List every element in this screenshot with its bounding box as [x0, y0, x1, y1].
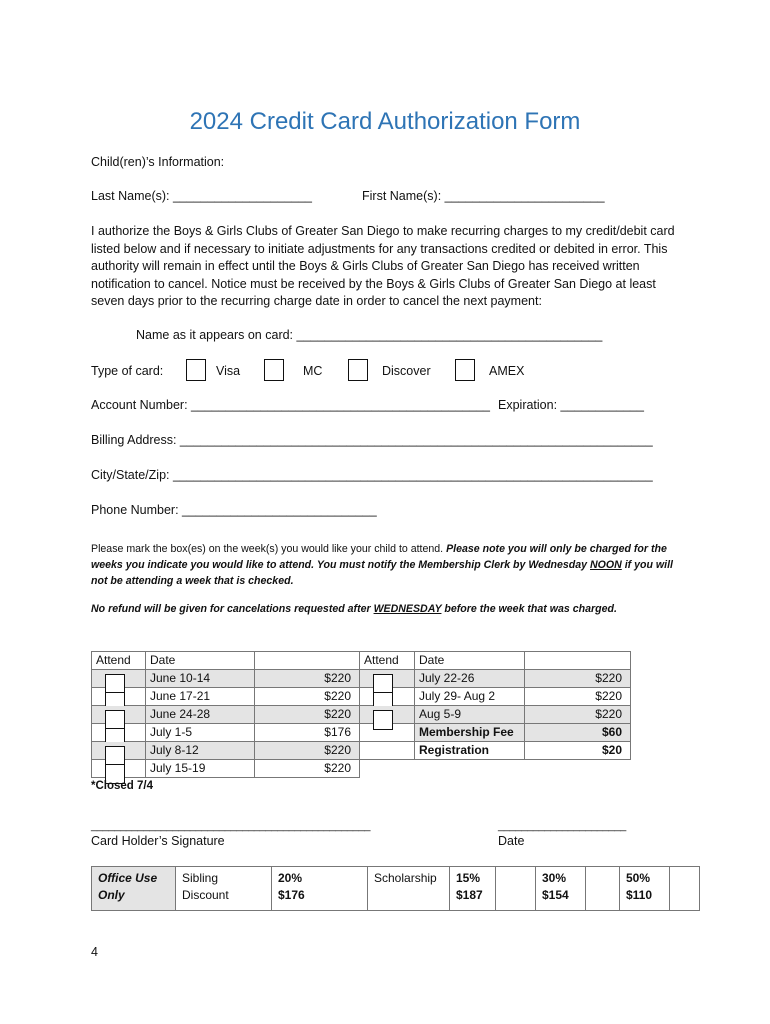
page-number: 4 [91, 945, 98, 959]
discover-label: Discover [382, 364, 431, 378]
sibling-discount-cell [176, 867, 272, 911]
s2-amt: $154 [542, 888, 569, 902]
s1-amt: $187 [456, 888, 483, 902]
form-title: 2024 Credit Card Authorization Form [189, 108, 581, 135]
scholarship-30-cell [536, 867, 586, 911]
name-on-card-field[interactable]: Name as it appears on card: ____________________________________________ [136, 328, 603, 342]
date-line[interactable]: ______________________ [498, 820, 626, 832]
week-date: June 17-21 [146, 688, 255, 706]
date-header: Date [146, 652, 255, 670]
no-refund-note [91, 603, 617, 615]
week-price: $220 [525, 706, 631, 724]
s3-amt: $110 [626, 888, 653, 902]
sibling-amt: $176 [278, 888, 305, 902]
table-row [92, 688, 631, 706]
signature-line[interactable]: ________________________________________________ [91, 820, 371, 832]
sibling-value-cell [272, 867, 368, 911]
expiration-field[interactable]: Expiration: ____________ [498, 398, 644, 412]
office-use-row [92, 867, 700, 911]
table-row [92, 724, 631, 742]
table-row [92, 670, 631, 688]
account-number-field[interactable]: Account Number: ___________________________________________ [91, 398, 490, 412]
week-price: $220 [525, 670, 631, 688]
attend-header: Attend [92, 652, 146, 670]
table-row [92, 742, 631, 760]
no-refund-after: before the week that was charged. [441, 603, 617, 615]
instructions-bold-2: if you will not be attending a week that is checked. [91, 559, 673, 587]
discover-checkbox[interactable] [348, 359, 368, 381]
billing-address-field[interactable]: Billing Address: ____________________________________________________________________ [91, 433, 653, 447]
office-use-table [91, 866, 700, 911]
weeks-table [91, 651, 631, 778]
s2-pct: 30% [542, 871, 567, 885]
scholarship-15-box[interactable] [496, 867, 536, 911]
registration-price: $20 [525, 742, 631, 760]
city-state-zip-field[interactable]: City/State/Zip: _____________________________________________________________________ [91, 468, 653, 482]
sibling-pct: 20% [278, 871, 303, 885]
week-date: Aug 5-9 [415, 706, 525, 724]
last-name-field[interactable]: Last Name(s): ____________________ [91, 189, 313, 203]
week-date: June 24-28 [146, 706, 255, 724]
instructions-plain: Please mark the box(es) on the week(s) you would like your child to attend. [91, 543, 447, 555]
week-date: July 1-5 [146, 724, 255, 742]
week-price: $220 [255, 706, 360, 724]
s3-pct: 50% [626, 871, 651, 885]
office-use-cell [92, 867, 176, 911]
sibling-text-1: Sibling [182, 871, 219, 885]
date-label: Date [498, 834, 525, 848]
mc-checkbox[interactable] [264, 359, 284, 381]
children-info-label: Child(ren)’s Information: [91, 155, 225, 169]
week-price: $220 [255, 688, 360, 706]
date-header-right: Date [415, 652, 525, 670]
registration-label: Registration [415, 742, 525, 760]
week-price: $220 [255, 760, 360, 778]
table-row [92, 760, 631, 778]
week-date: July 15-19 [146, 760, 255, 778]
week-date: June 10-14 [146, 670, 255, 688]
card-type-label: Type of card: [91, 364, 164, 378]
authorization-paragraph: I authorize the Boys & Girls Clubs of Greater San Diego to make recurring charges to my credit/debit card listed below and if necessary to initiate adjustments for any transactions credited or debited in error. This authority will remain in effect until the Boys & Girls Clubs of Greater San Diego has received written notification to cancel. Notice must be received by the Boys & Girls Clubs of Greater San Diego at least seven days prior to the recurring charge date in order to cancel the next payment: [91, 224, 675, 309]
table-row [92, 706, 631, 724]
membership-fee-label: Membership Fee [415, 724, 525, 742]
scholarship-15-cell [450, 867, 496, 911]
week-price: $220 [255, 742, 360, 760]
attendance-instructions [91, 541, 691, 589]
week-price: $220 [255, 670, 360, 688]
scholarship-30-box[interactable] [586, 867, 620, 911]
week-price: $220 [525, 688, 631, 706]
amex-label: AMEX [489, 364, 525, 378]
visa-label: Visa [216, 364, 241, 378]
week-date: July 22-26 [415, 670, 525, 688]
office-use-text-2: Only [98, 888, 125, 902]
week-date: July 29- Aug 2 [415, 688, 525, 706]
week-price: $176 [255, 724, 360, 742]
s1-pct: 15% [456, 871, 481, 885]
no-refund-before: No refund will be given for cancelations requested after [91, 603, 374, 615]
no-refund-day: WEDNESDAY [373, 603, 442, 615]
visa-checkbox[interactable] [186, 359, 206, 381]
scholarship-cell: Scholarship [368, 867, 450, 911]
scholarship-50-box[interactable] [670, 867, 700, 911]
closed-note: *Closed 7/4 [91, 780, 153, 792]
instructions-noon: NOON [590, 559, 622, 571]
first-name-field[interactable]: First Name(s): _______________________ [362, 189, 605, 203]
amex-checkbox[interactable] [455, 359, 475, 381]
office-use-text-1: Office Use [98, 871, 158, 885]
membership-fee-price: $60 [525, 724, 631, 742]
scholarship-50-cell [620, 867, 670, 911]
phone-number-field[interactable]: Phone Number: ____________________________ [91, 503, 377, 517]
signature-label: Card Holder’s Signature [91, 834, 225, 848]
week-date: July 8-12 [146, 742, 255, 760]
attend-header-right: Attend [360, 652, 415, 670]
weeks-header-row [92, 652, 631, 670]
sibling-text-2: Discount [182, 888, 229, 902]
instructions-bold-1: Please note you will only be charged for the weeks you indicate you would like to attend. You must notify the Membership Clerk by Wednesday [91, 543, 667, 571]
mc-label: MC [303, 364, 323, 378]
